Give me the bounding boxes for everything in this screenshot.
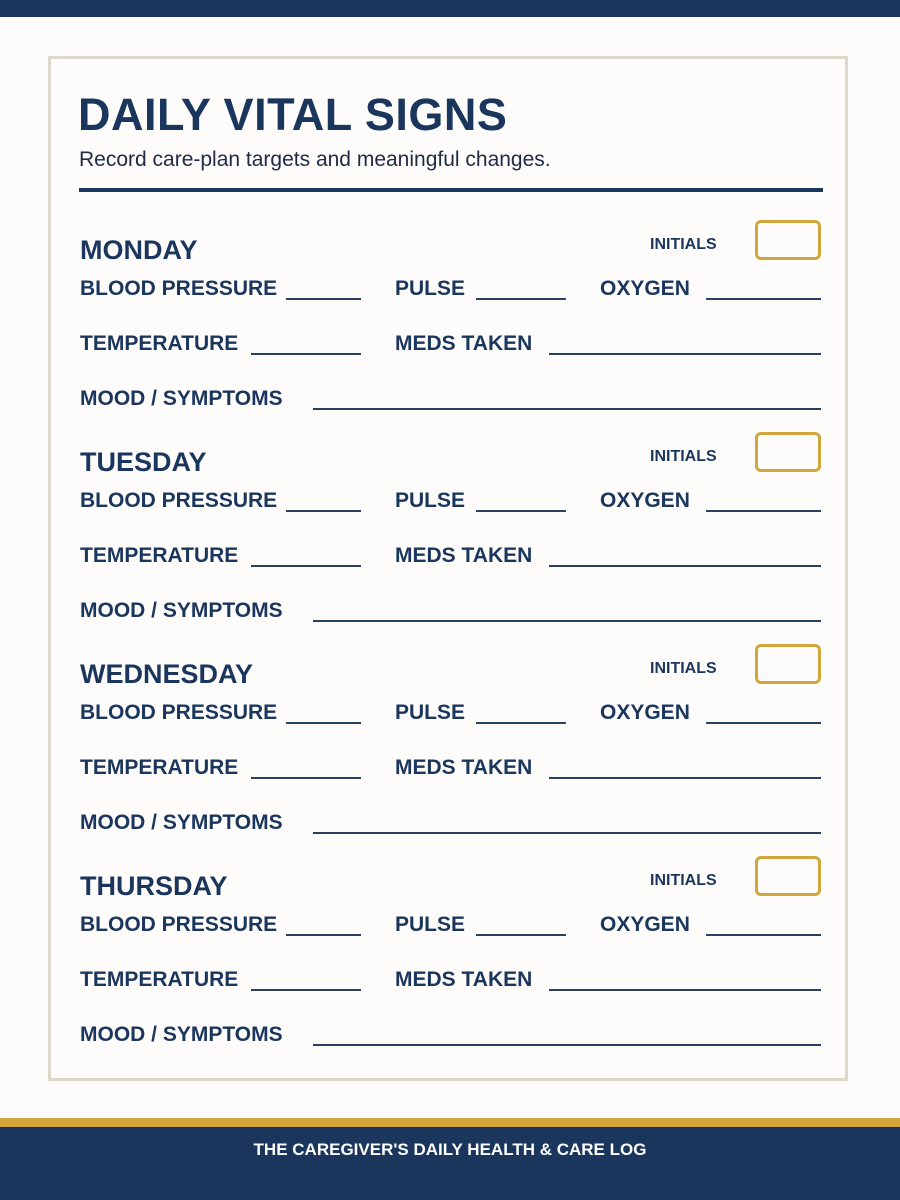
- temperature-field[interactable]: [251, 353, 361, 355]
- oxygen-field[interactable]: [706, 298, 821, 300]
- oxygen-label: OXYGEN: [600, 277, 690, 300]
- oxygen-field[interactable]: [706, 934, 821, 936]
- initials-box[interactable]: [755, 644, 821, 684]
- initials-box[interactable]: [755, 856, 821, 896]
- temperature-field[interactable]: [251, 777, 361, 779]
- pulse-label: PULSE: [395, 913, 466, 936]
- initials-box[interactable]: [755, 432, 821, 472]
- initials-label: INITIALS: [650, 660, 717, 677]
- temperature-label: TEMPERATURE: [80, 968, 239, 991]
- pulse-field[interactable]: [476, 934, 566, 936]
- meds-taken-field[interactable]: [549, 777, 821, 779]
- pulse-label: PULSE: [395, 277, 466, 300]
- temperature-label: TEMPERATURE: [80, 332, 239, 355]
- oxygen-field[interactable]: [706, 722, 821, 724]
- footer-accent-stripe: [0, 1118, 900, 1127]
- footer-text: THE CAREGIVER'S DAILY HEALTH & CARE LOG: [253, 1140, 647, 1159]
- meds-taken-label: MEDS TAKEN: [395, 332, 533, 355]
- day-name: WEDNESDAY: [80, 659, 254, 689]
- top-bar: [0, 0, 900, 17]
- pulse-field[interactable]: [476, 722, 566, 724]
- meds-taken-field[interactable]: [549, 353, 821, 355]
- mood-symptoms-field[interactable]: [313, 1044, 821, 1046]
- blood-pressure-label: BLOOD PRESSURE: [80, 489, 278, 512]
- initials-box[interactable]: [755, 220, 821, 260]
- blood-pressure-label: BLOOD PRESSURE: [80, 913, 278, 936]
- day-section-monday: [0, 220, 900, 432]
- pulse-field[interactable]: [476, 510, 566, 512]
- pulse-label: PULSE: [395, 489, 466, 512]
- mood-symptoms-field[interactable]: [313, 832, 821, 834]
- day-name: MONDAY: [80, 235, 198, 265]
- blood-pressure-field[interactable]: [286, 510, 361, 512]
- page-title: DAILY VITAL SIGNS: [78, 89, 508, 140]
- blood-pressure-field[interactable]: [286, 934, 361, 936]
- oxygen-field[interactable]: [706, 510, 821, 512]
- temperature-field[interactable]: [251, 565, 361, 567]
- oxygen-label: OXYGEN: [600, 489, 690, 512]
- temperature-field[interactable]: [251, 989, 361, 991]
- oxygen-label: OXYGEN: [600, 701, 690, 724]
- pulse-field[interactable]: [476, 298, 566, 300]
- pulse-label: PULSE: [395, 701, 466, 724]
- blood-pressure-label: BLOOD PRESSURE: [80, 277, 278, 300]
- temperature-label: TEMPERATURE: [80, 756, 239, 779]
- initials-label: INITIALS: [650, 448, 717, 465]
- day-name: TUESDAY: [80, 447, 207, 477]
- oxygen-label: OXYGEN: [600, 913, 690, 936]
- mood-symptoms-label: MOOD / SYMPTOMS: [80, 811, 283, 834]
- day-section-tuesday: [0, 432, 900, 644]
- mood-symptoms-label: MOOD / SYMPTOMS: [80, 1023, 283, 1046]
- mood-symptoms-field[interactable]: [313, 620, 821, 622]
- meds-taken-label: MEDS TAKEN: [395, 544, 533, 567]
- day-section-wednesday: [0, 644, 900, 856]
- meds-taken-field[interactable]: [549, 989, 821, 991]
- initials-label: INITIALS: [650, 236, 717, 253]
- meds-taken-label: MEDS TAKEN: [395, 756, 533, 779]
- initials-label: INITIALS: [650, 872, 717, 889]
- footer-bar: [0, 1127, 900, 1200]
- day-section-thursday: [0, 856, 900, 1068]
- blood-pressure-field[interactable]: [286, 722, 361, 724]
- mood-symptoms-label: MOOD / SYMPTOMS: [80, 599, 283, 622]
- mood-symptoms-field[interactable]: [313, 408, 821, 410]
- page-subtitle: Record care-plan targets and meaningful changes.: [79, 148, 551, 171]
- blood-pressure-label: BLOOD PRESSURE: [80, 701, 278, 724]
- meds-taken-label: MEDS TAKEN: [395, 968, 533, 991]
- temperature-label: TEMPERATURE: [80, 544, 239, 567]
- blood-pressure-field[interactable]: [286, 298, 361, 300]
- mood-symptoms-label: MOOD / SYMPTOMS: [80, 387, 283, 410]
- meds-taken-field[interactable]: [549, 565, 821, 567]
- title-divider: [79, 188, 823, 192]
- day-name: THURSDAY: [80, 871, 228, 901]
